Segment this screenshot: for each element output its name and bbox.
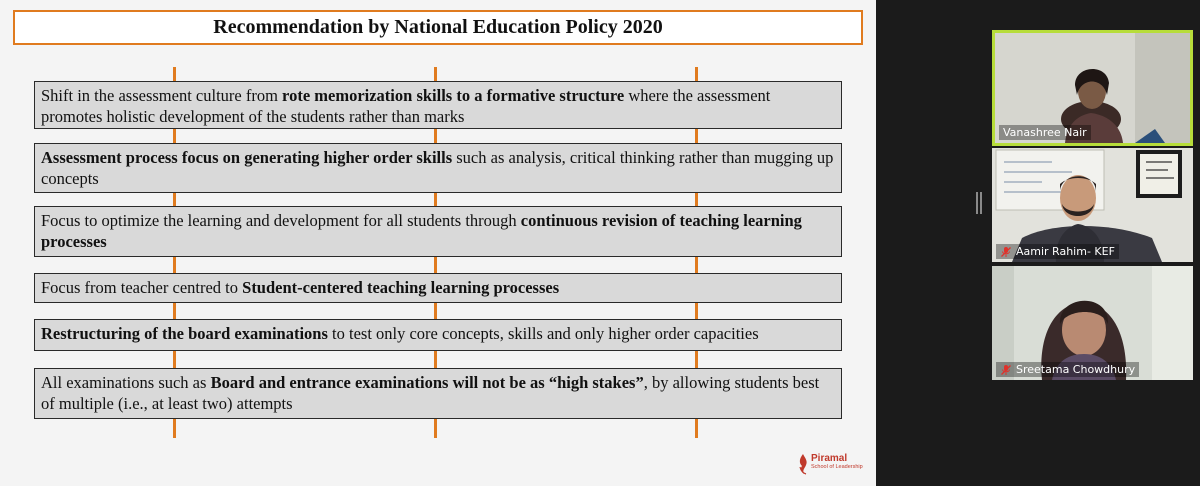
participant-name-tag <box>996 362 1139 377</box>
participant-name-tag <box>999 125 1091 140</box>
point-text-bold: Student-centered teaching learning processes <box>242 278 560 297</box>
participant-name: Vanashree Nair <box>1003 126 1087 139</box>
video-tile-sreetama[interactable] <box>992 266 1193 380</box>
point-text: Focus to optimize the learning and development for all students through <box>41 211 521 230</box>
microphone-muted-icon <box>1000 364 1012 376</box>
participant-name: Sreetama Chowdhury <box>1016 363 1136 376</box>
point-text-bold: continuous revision of teaching learning processes <box>41 211 802 251</box>
point-text-bold: Board and entrance examinations will not be as “high stakes” <box>210 373 644 392</box>
video-tile-vanashree[interactable] <box>992 30 1193 146</box>
microphone-muted-icon <box>1000 246 1012 258</box>
slide-title: Recommendation by National Education Policy 2020 <box>213 16 663 38</box>
point-text: Shift in the assessment culture from <box>41 86 283 105</box>
policy-point-4 <box>34 273 842 303</box>
gallery-resize-handle[interactable] <box>976 192 982 214</box>
point-text: where the assessment promotes holistic development of the students rather than marks <box>41 86 771 126</box>
point-text: All examinations such as <box>41 373 211 392</box>
slide-title-box <box>13 10 863 45</box>
policy-point-5 <box>34 319 842 351</box>
logo-name: Piramal <box>811 453 848 464</box>
participant-name: Aamir Rahim- KEF <box>1016 245 1115 258</box>
logo-subtitle: School of Leadership <box>811 464 863 470</box>
point-text-bold: Assessment process focus on generating higher order skills <box>41 148 453 167</box>
flame-logo-icon <box>797 453 809 475</box>
point-text: , by allowing students best of multiple (i.e., at least two) attempts <box>41 373 820 413</box>
policy-point-1 <box>34 81 842 129</box>
piramal-logo <box>797 453 863 475</box>
participant-gallery <box>876 0 1200 486</box>
video-tile-aamir[interactable] <box>992 148 1193 262</box>
policy-point-3 <box>34 206 842 257</box>
policy-point-2 <box>34 143 842 193</box>
point-text-bold: rote memorization skills to a formative structure <box>282 86 625 105</box>
point-text: such as analysis, critical thinking rather than mugging up concepts <box>41 148 834 188</box>
point-text-bold: Restructuring of the board examinations <box>41 324 328 343</box>
point-text: Focus from teacher centred to <box>41 278 243 297</box>
policy-point-6 <box>34 368 842 419</box>
point-text: to test only core concepts, skills and only higher order capacities <box>327 324 759 343</box>
participant-name-tag <box>996 244 1119 259</box>
